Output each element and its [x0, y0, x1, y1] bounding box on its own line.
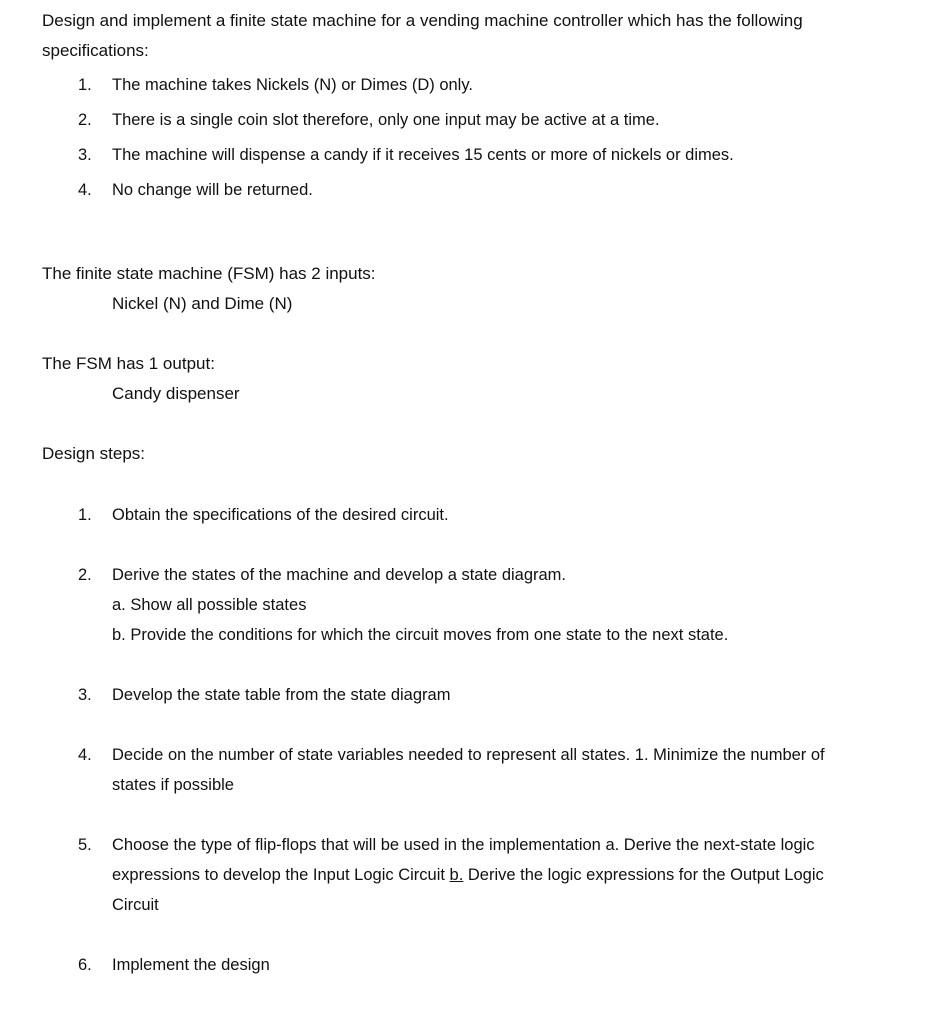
step-item-5-underlined-b: b.	[449, 866, 464, 884]
output-heading: The FSM has 1 output:	[42, 354, 215, 373]
spec-item-2-number: 2.	[78, 111, 92, 129]
step-item-6	[42, 950, 846, 980]
step-item-6-text: Implement the design	[112, 956, 270, 974]
step-item-3	[42, 680, 846, 710]
design-steps-list	[42, 500, 846, 980]
step-item-1-text: Obtain the specifications of the desired circuit.	[112, 506, 449, 524]
intro-paragraph: Design and implement a finite state machine for a vending machine controller which has the following specifications:	[42, 11, 803, 60]
inputs-detail: Nickel (N) and Dime (N)	[112, 294, 293, 313]
step-item-4	[42, 740, 846, 800]
step-item-2-sub-b: b. Provide the conditions for which the circuit moves from one state to the next state.	[112, 626, 729, 644]
step-item-2-body	[112, 560, 846, 650]
spec-item-4-text: No change will be returned.	[112, 181, 313, 199]
step-item-5-body	[112, 830, 846, 920]
step-item-4-text: Decide on the number of state variables needed to represent all states. 1. Minimize the number of states if possible	[112, 746, 825, 794]
spec-item-1	[42, 70, 846, 100]
spec-item-4-number: 4.	[78, 181, 92, 199]
step-item-2	[42, 560, 846, 650]
spec-item-1-number: 1.	[78, 76, 92, 94]
step-item-5	[42, 830, 846, 920]
spec-item-2	[42, 105, 846, 135]
step-item-1	[42, 500, 846, 530]
design-steps-heading: Design steps:	[42, 444, 145, 463]
step-item-5-text-part1: Choose the type of flip-flops that will be used in the implementation a. Derive the next-state logic expressions to develop the Input Logic Circuit	[112, 836, 815, 884]
step-item-5-text-part2: Derive the logic expressions for the Output Logic Circuit	[112, 866, 824, 914]
step-item-2-sub-a: a. Show all possible states	[112, 596, 307, 614]
step-item-2-text: Derive the states of the machine and develop a state diagram.	[112, 566, 567, 584]
spec-item-1-text: The machine takes Nickels (N) or Dimes (D) only.	[112, 76, 473, 94]
step-item-6-number: 6.	[78, 956, 92, 974]
output-detail: Candy dispenser	[112, 384, 240, 403]
specifications-list	[42, 70, 846, 205]
spec-item-4	[42, 175, 846, 205]
spec-item-3-text: The machine will dispense a candy if it receives 15 cents or more of nickels or dimes.	[112, 146, 734, 164]
spec-item-2-text: There is a single coin slot therefore, only one input may be active at a time.	[112, 111, 660, 129]
step-item-1-number: 1.	[78, 506, 92, 524]
inputs-heading: The finite state machine (FSM) has 2 inputs:	[42, 264, 376, 283]
spec-item-3	[42, 140, 846, 170]
spec-item-3-number: 3.	[78, 146, 92, 164]
step-item-3-number: 3.	[78, 686, 92, 704]
step-item-5-number: 5.	[78, 836, 92, 854]
step-item-3-text: Develop the state table from the state diagram	[112, 686, 451, 704]
step-item-2-number: 2.	[78, 566, 92, 584]
step-item-4-number: 4.	[78, 746, 92, 764]
